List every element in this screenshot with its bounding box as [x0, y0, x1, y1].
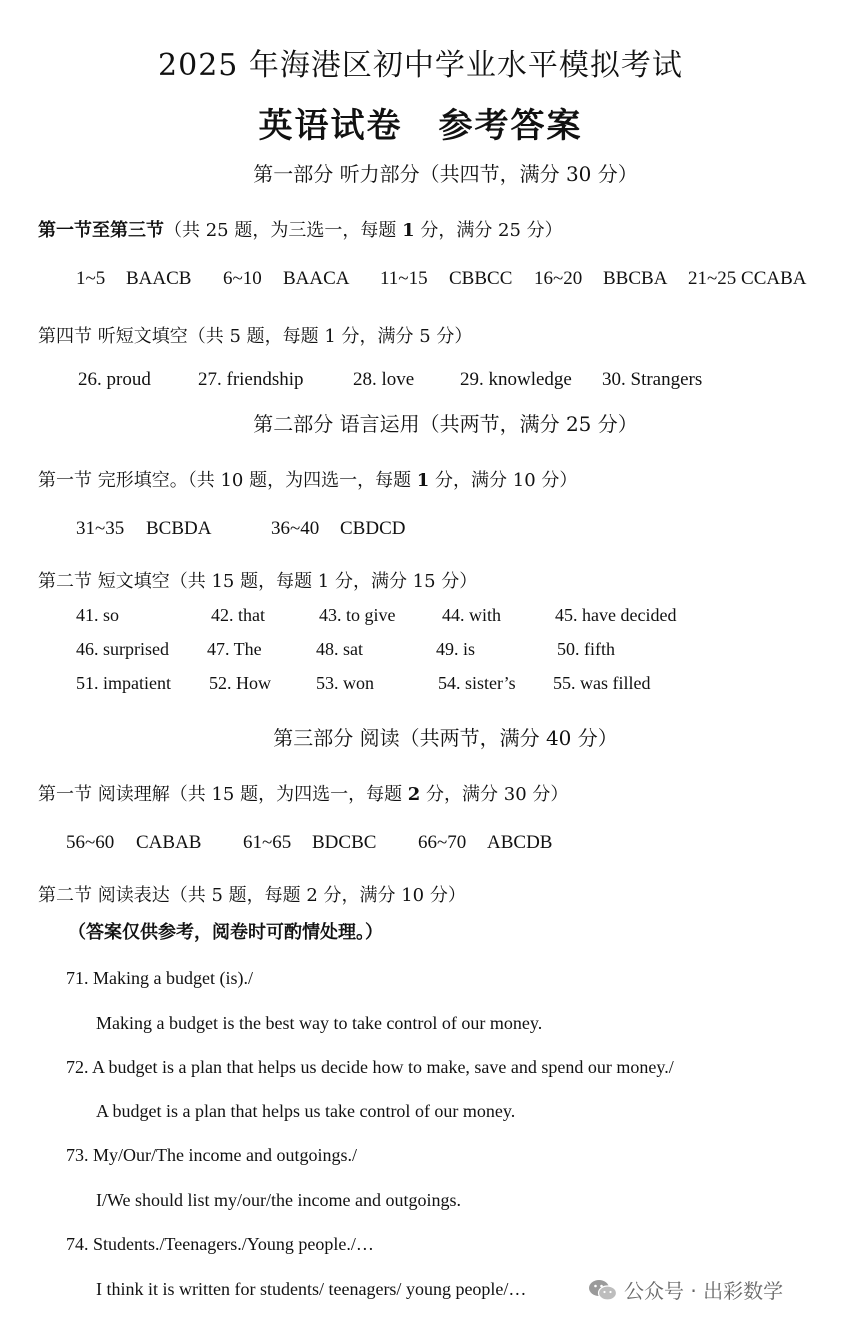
answer-range: 56~60 — [66, 832, 115, 853]
answer-73: I/We should list my/our/the income and outgoings. — [96, 1190, 462, 1210]
exam-title: 2025 年海港区初中学业水平模拟考试 — [158, 48, 683, 83]
answer-item: 29. knowledge — [460, 369, 572, 390]
answer-item: 41. so — [76, 605, 120, 625]
answer-71: Making a budget is the best way to take control of our money. — [96, 1013, 543, 1033]
answer-key: BDCBC — [312, 832, 377, 853]
answer-item: 53. won — [316, 673, 374, 693]
wechat-icon — [588, 1278, 618, 1302]
answer-item: 47. The — [207, 639, 262, 659]
answer-range: 1~5 — [76, 268, 106, 289]
answer-key: CBBCC — [449, 268, 513, 289]
answer-item: 45. have decided — [555, 605, 677, 625]
answer-72: A budget is a plan that helps us take control of our money. — [96, 1101, 516, 1121]
answer-item: 55. was filled — [553, 673, 651, 693]
answer-key: BCBDA — [146, 518, 212, 539]
answer-key: ABCDB — [487, 832, 553, 853]
answer-key: BAACA — [283, 268, 350, 289]
part2-heading: 第二部分 语言运用（共两节，满分 25 分） — [253, 412, 638, 436]
question-72: 72. A budget is a plan that helps us decide how to make, save and spend our money./ — [66, 1057, 674, 1077]
answer-item: 44. with — [442, 605, 502, 625]
answer-key: CABAB — [136, 832, 202, 853]
answer-key: CBDCD — [340, 518, 406, 539]
answer-item: 50. fifth — [557, 639, 615, 659]
answer-range: 11~15 — [380, 268, 428, 289]
question-71: 71. Making a budget (is)./ — [66, 968, 253, 988]
part1-sec1-mid: （共 25 题，为三选一，每题 — [164, 220, 403, 241]
answer-range: 16~20 — [534, 268, 583, 289]
part2-sec2-heading: 第二节 短文填空（共 15 题，每题 1 分，满分 15 分） — [38, 571, 478, 592]
part2-sec1-prefix: 第一节 完形填空。（共 10 题，为四选一，每题 — [38, 470, 417, 491]
part3-sec1-pts: 2 — [407, 784, 421, 805]
answer-key: BAACB — [126, 268, 192, 289]
answer-74: I think it is written for students/ teenagers/ young people/… — [96, 1279, 527, 1299]
answer-item: 42. that — [211, 605, 265, 625]
answer-range: 31~35 — [76, 518, 125, 539]
answer-item: 46. surprised — [76, 639, 169, 659]
part1-sec1-prefix: 第一节至第三节 — [38, 220, 164, 241]
watermark-text: 公众号 · 出彩数学 — [624, 1279, 784, 1303]
part2-sec1-pts: 1 — [416, 470, 430, 491]
part1-heading: 第一部分 听力部分（共四节，满分 30 分） — [253, 162, 638, 186]
question-73: 73. My/Our/The income and outgoings./ — [66, 1145, 357, 1165]
answer-range: 6~10 — [223, 268, 262, 289]
part2-sec1-heading — [38, 466, 577, 492]
part1-sec1-suffix: 分，满分 25 分） — [414, 220, 563, 241]
watermark — [588, 1275, 783, 1304]
part1-sec4-heading: 第四节 听短文填空（共 5 题，每题 1 分，满分 5 分） — [38, 326, 473, 347]
answer-item: 54. sister’s — [438, 673, 516, 693]
answer-item: 27. friendship — [198, 369, 304, 390]
part3-sec1-prefix: 第一节 阅读理解（共 15 题，为四选一，每题 — [38, 784, 408, 805]
part1-sec1-pts: 1 — [402, 220, 415, 241]
part3-heading: 第三部分 阅读（共两节，满分 40 分） — [273, 726, 618, 750]
answer-item: 30. Strangers — [602, 369, 703, 390]
answer-item: 49. is — [436, 639, 476, 659]
answer-range-key: 21~25 CCABA — [688, 268, 807, 289]
part2-sec1-suffix: 分，满分 10 分） — [429, 470, 578, 491]
question-74: 74. Students./Teenagers./Young people./… — [66, 1234, 374, 1254]
answer-item: 43. to give — [319, 605, 396, 625]
answer-range: 36~40 — [271, 518, 320, 539]
answer-key: BBCBA — [603, 268, 668, 289]
answer-range: 66~70 — [418, 832, 467, 853]
answer-item: 48. sat — [316, 639, 363, 659]
answer-key-title: 英语试卷 参考答案 — [258, 106, 583, 146]
answer-item: 52. How — [209, 673, 271, 693]
part3-sec1-heading — [38, 780, 568, 806]
answer-item: 51. impatient — [76, 673, 171, 693]
part3-sec2-heading: 第二节 阅读表达（共 5 题，每题 2 分，满分 10 分） — [38, 885, 466, 906]
part1-sec1-heading — [38, 216, 563, 242]
answer-range: 61~65 — [243, 832, 292, 853]
reference-note: （答案仅供参考，阅卷时可酌情处理。） — [68, 922, 383, 943]
answer-item: 28. love — [353, 369, 415, 390]
part3-sec1-suffix: 分，满分 30 分） — [420, 784, 569, 805]
answer-item: 26. proud — [78, 369, 151, 390]
